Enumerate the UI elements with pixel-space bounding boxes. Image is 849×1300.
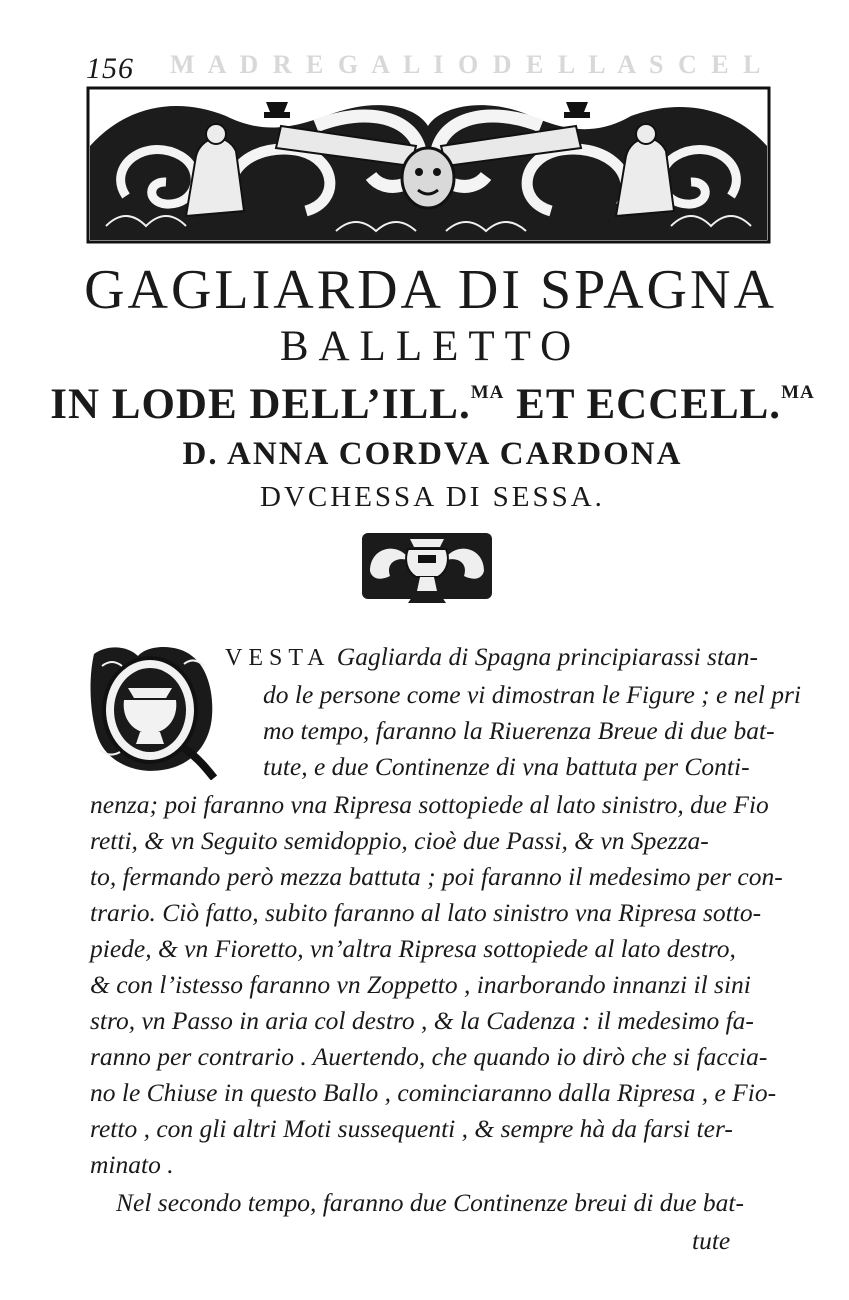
text-line-7: to, fermando però mezza battuta ; poi faranno il medesimo per con- [90,862,783,891]
page-number: 156 [86,52,134,85]
text-line-6: retti, & vn Seguito semidoppio, cioè due Passi, & vn Spezza- [90,826,709,855]
title-line-2: BALLETTO [279,323,582,370]
title-line-5: DVCHESSA DI SESSA. [260,481,605,513]
text-line-3: mo tempo, faranno la Riuerenza Breue di due bat- [263,716,775,745]
title-line-3-mid: ET ECCELL. [504,381,782,428]
text-line-13: no le Chiuse in questo Ballo , cominciaranno dalla Ripresa , e Fio- [90,1078,777,1107]
title-line-4: D. ANNA CORDVA CARDONA [182,436,683,472]
title-line-1: GAGLIARDA DI SPAGNA [84,259,777,321]
title-line-3-sup-2: MA [781,382,815,403]
text-line-12: ranno per contrario . Auertendo, che quando io dirò che si faccia- [90,1042,768,1071]
text-line-14: retto , con gli altri Moti sussequenti , & sempre hà da farsi ter- [90,1114,733,1143]
text-line-15: minato . [90,1150,174,1179]
text-line-10: & con l’istesso faranno vn Zoppetto , inarborando innanzi il sini [90,970,751,999]
title-line-3-main: IN LODE DELL’ILL. [50,381,471,428]
catchword: tute [692,1226,731,1255]
text-line-16: Nel secondo tempo, faranno due Continenze breui di due bat- [116,1188,744,1217]
text-line-2: do le persone come vi dimostran le Figure ; e nel pri [263,680,801,709]
text-line-11: stro, vn Passo in aria col destro , & la Cadenza : il medesimo fa- [90,1006,754,1035]
text-line-8: trario. Ciò fatto, subito faranno al lato sinistro vna Ripresa sotto- [90,898,762,927]
title-line-3 [8,380,849,429]
vase-ornament-icon [360,531,494,605]
lead-in-word: VESTA [225,645,331,671]
show-through-text: M A D R E G A L I O D E L L A S C E L [170,50,765,79]
text-line-4: tute, e due Continenze di vna battuta per Conti- [263,752,750,781]
text-line-1 [225,642,758,672]
woodcut-headpiece [86,86,771,244]
title-line-3-sup-1: MA [470,382,505,403]
ornamented-drop-cap-icon [88,640,218,780]
text-line-5: nenza; poi faranno vna Ripresa sottopiede al lato sinistro, due Fio [90,790,769,819]
text-line-1-rest: Gagliarda di Spagna principiarassi stan- [336,642,759,671]
text-line-9: piede, & vn Fioretto, vn’altra Ripresa sottopiede al lato destro, [90,934,736,963]
